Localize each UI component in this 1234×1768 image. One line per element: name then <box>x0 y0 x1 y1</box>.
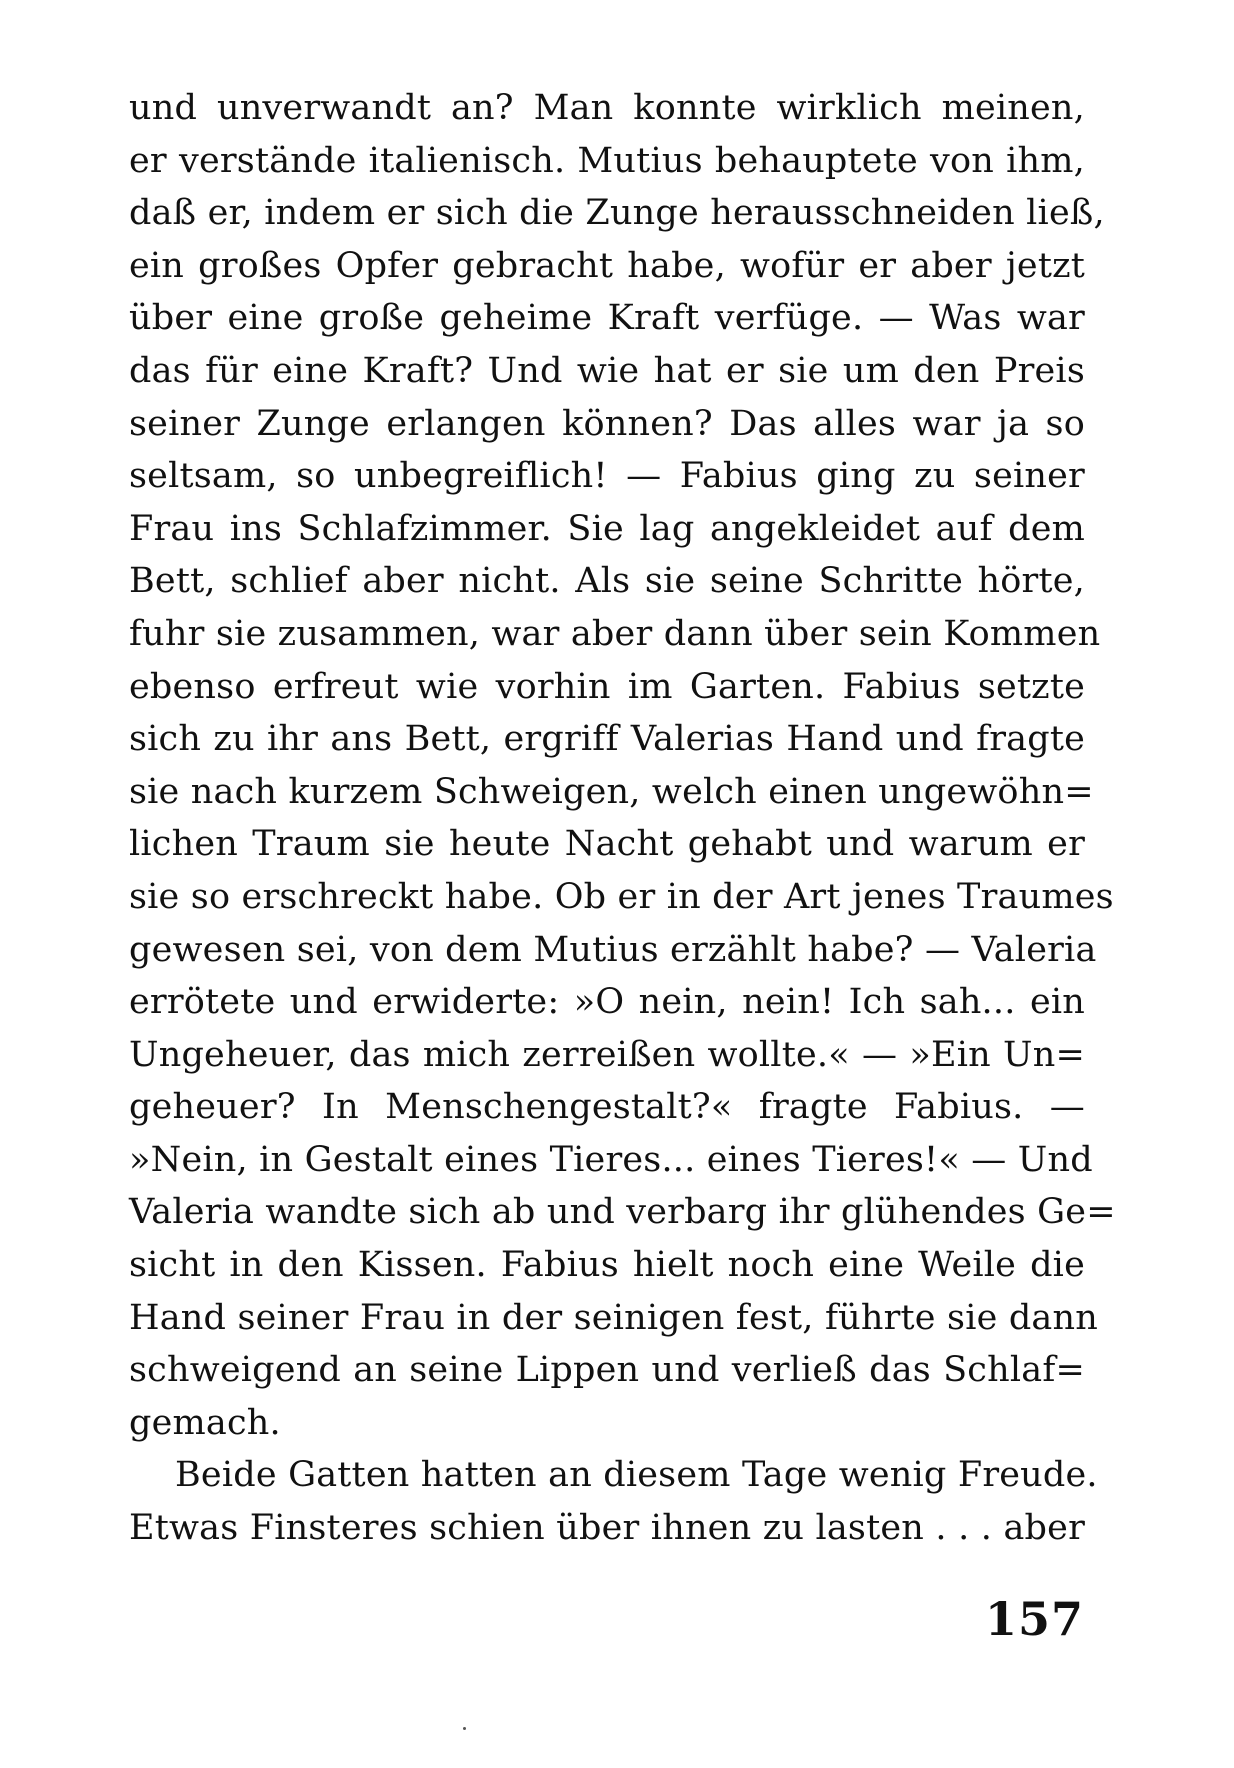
text-line: Etwas Finsteres schien über ihnen zu lasten . . . aber <box>129 1508 1085 1549</box>
text-line: das für eine Kraft? Und wie hat er sie um den Preis <box>129 350 1085 391</box>
body-text <box>129 82 1116 1555</box>
text-line: gemach. <box>129 1402 281 1443</box>
text-line: über eine große geheime Kraft verfüge. — Was war <box>129 298 1085 339</box>
scan-speck <box>463 1727 466 1730</box>
text-line: sich zu ihr ans Bett, ergriff Valerias Hand und fragte <box>129 719 1085 760</box>
text-line: ein großes Opfer gebracht habe, wofür er aber jetzt <box>129 245 1085 286</box>
text-line: seiner Zunge erlangen können? Das alles war ja so <box>129 403 1085 444</box>
text-line: fuhr sie zusammen, war aber dann über sein Kommen <box>129 613 1101 654</box>
text-line: schweigend an seine Lippen und verließ das Schlaf= <box>129 1350 1085 1391</box>
text-line: geheuer? In Menschengestalt?« fragte Fabius. — <box>129 1087 1085 1128</box>
text-line: sicht in den Kissen. Fabius hielt noch eine Weile die <box>129 1245 1085 1286</box>
text-line: errötete und erwiderte: »O nein, nein! Ich sah... ein <box>129 982 1085 1023</box>
text-line: Bett, schlief aber nicht. Als sie seine Schritte hörte, <box>129 561 1085 602</box>
text-line: Hand seiner Frau in der seinigen fest, führte sie dann <box>129 1297 1098 1338</box>
text-line: ebenso erfreut wie vorhin im Garten. Fabius setzte <box>129 666 1085 707</box>
text-line: Valeria wandte sich ab und verbarg ihr glühendes Ge= <box>129 1192 1116 1233</box>
text-line: sie nach kurzem Schweigen, welch einen ungewöhn= <box>129 771 1094 812</box>
text-line: lichen Traum sie heute Nacht gehabt und warum er <box>129 824 1085 865</box>
text-line: und unverwandt an? Man konnte wirklich meinen, <box>129 88 1085 128</box>
paragraph-2 <box>129 1449 1098 1554</box>
paragraph-1 <box>129 82 1116 1449</box>
text-line: seltsam, so unbegreiflich! — Fabius ging zu seiner <box>129 456 1085 497</box>
text-line: Beide Gatten hatten an diesem Tage wenig Freude. <box>175 1455 1098 1496</box>
text-line: er verstände italienisch. Mutius behauptete von ihm, <box>129 140 1085 181</box>
text-line: Ungeheuer, das mich zerreißen wollte.« — »Ein Un= <box>129 1034 1085 1075</box>
text-line: gewesen sei, von dem Mutius erzählt habe? — Valeria <box>129 929 1097 970</box>
text-line: »Nein, in Gestalt eines Tieres... eines Tieres!« — Und <box>129 1139 1093 1180</box>
text-line: Frau ins Schlafzimmer. Sie lag angekleidet auf dem <box>129 508 1085 549</box>
page-number: 157 <box>984 1592 1084 1646</box>
text-line: sie so erschreckt habe. Ob er in der Art jenes Traumes <box>129 876 1114 917</box>
text-line: daß er, indem er sich die Zunge herausschneiden ließ, <box>129 193 1105 234</box>
